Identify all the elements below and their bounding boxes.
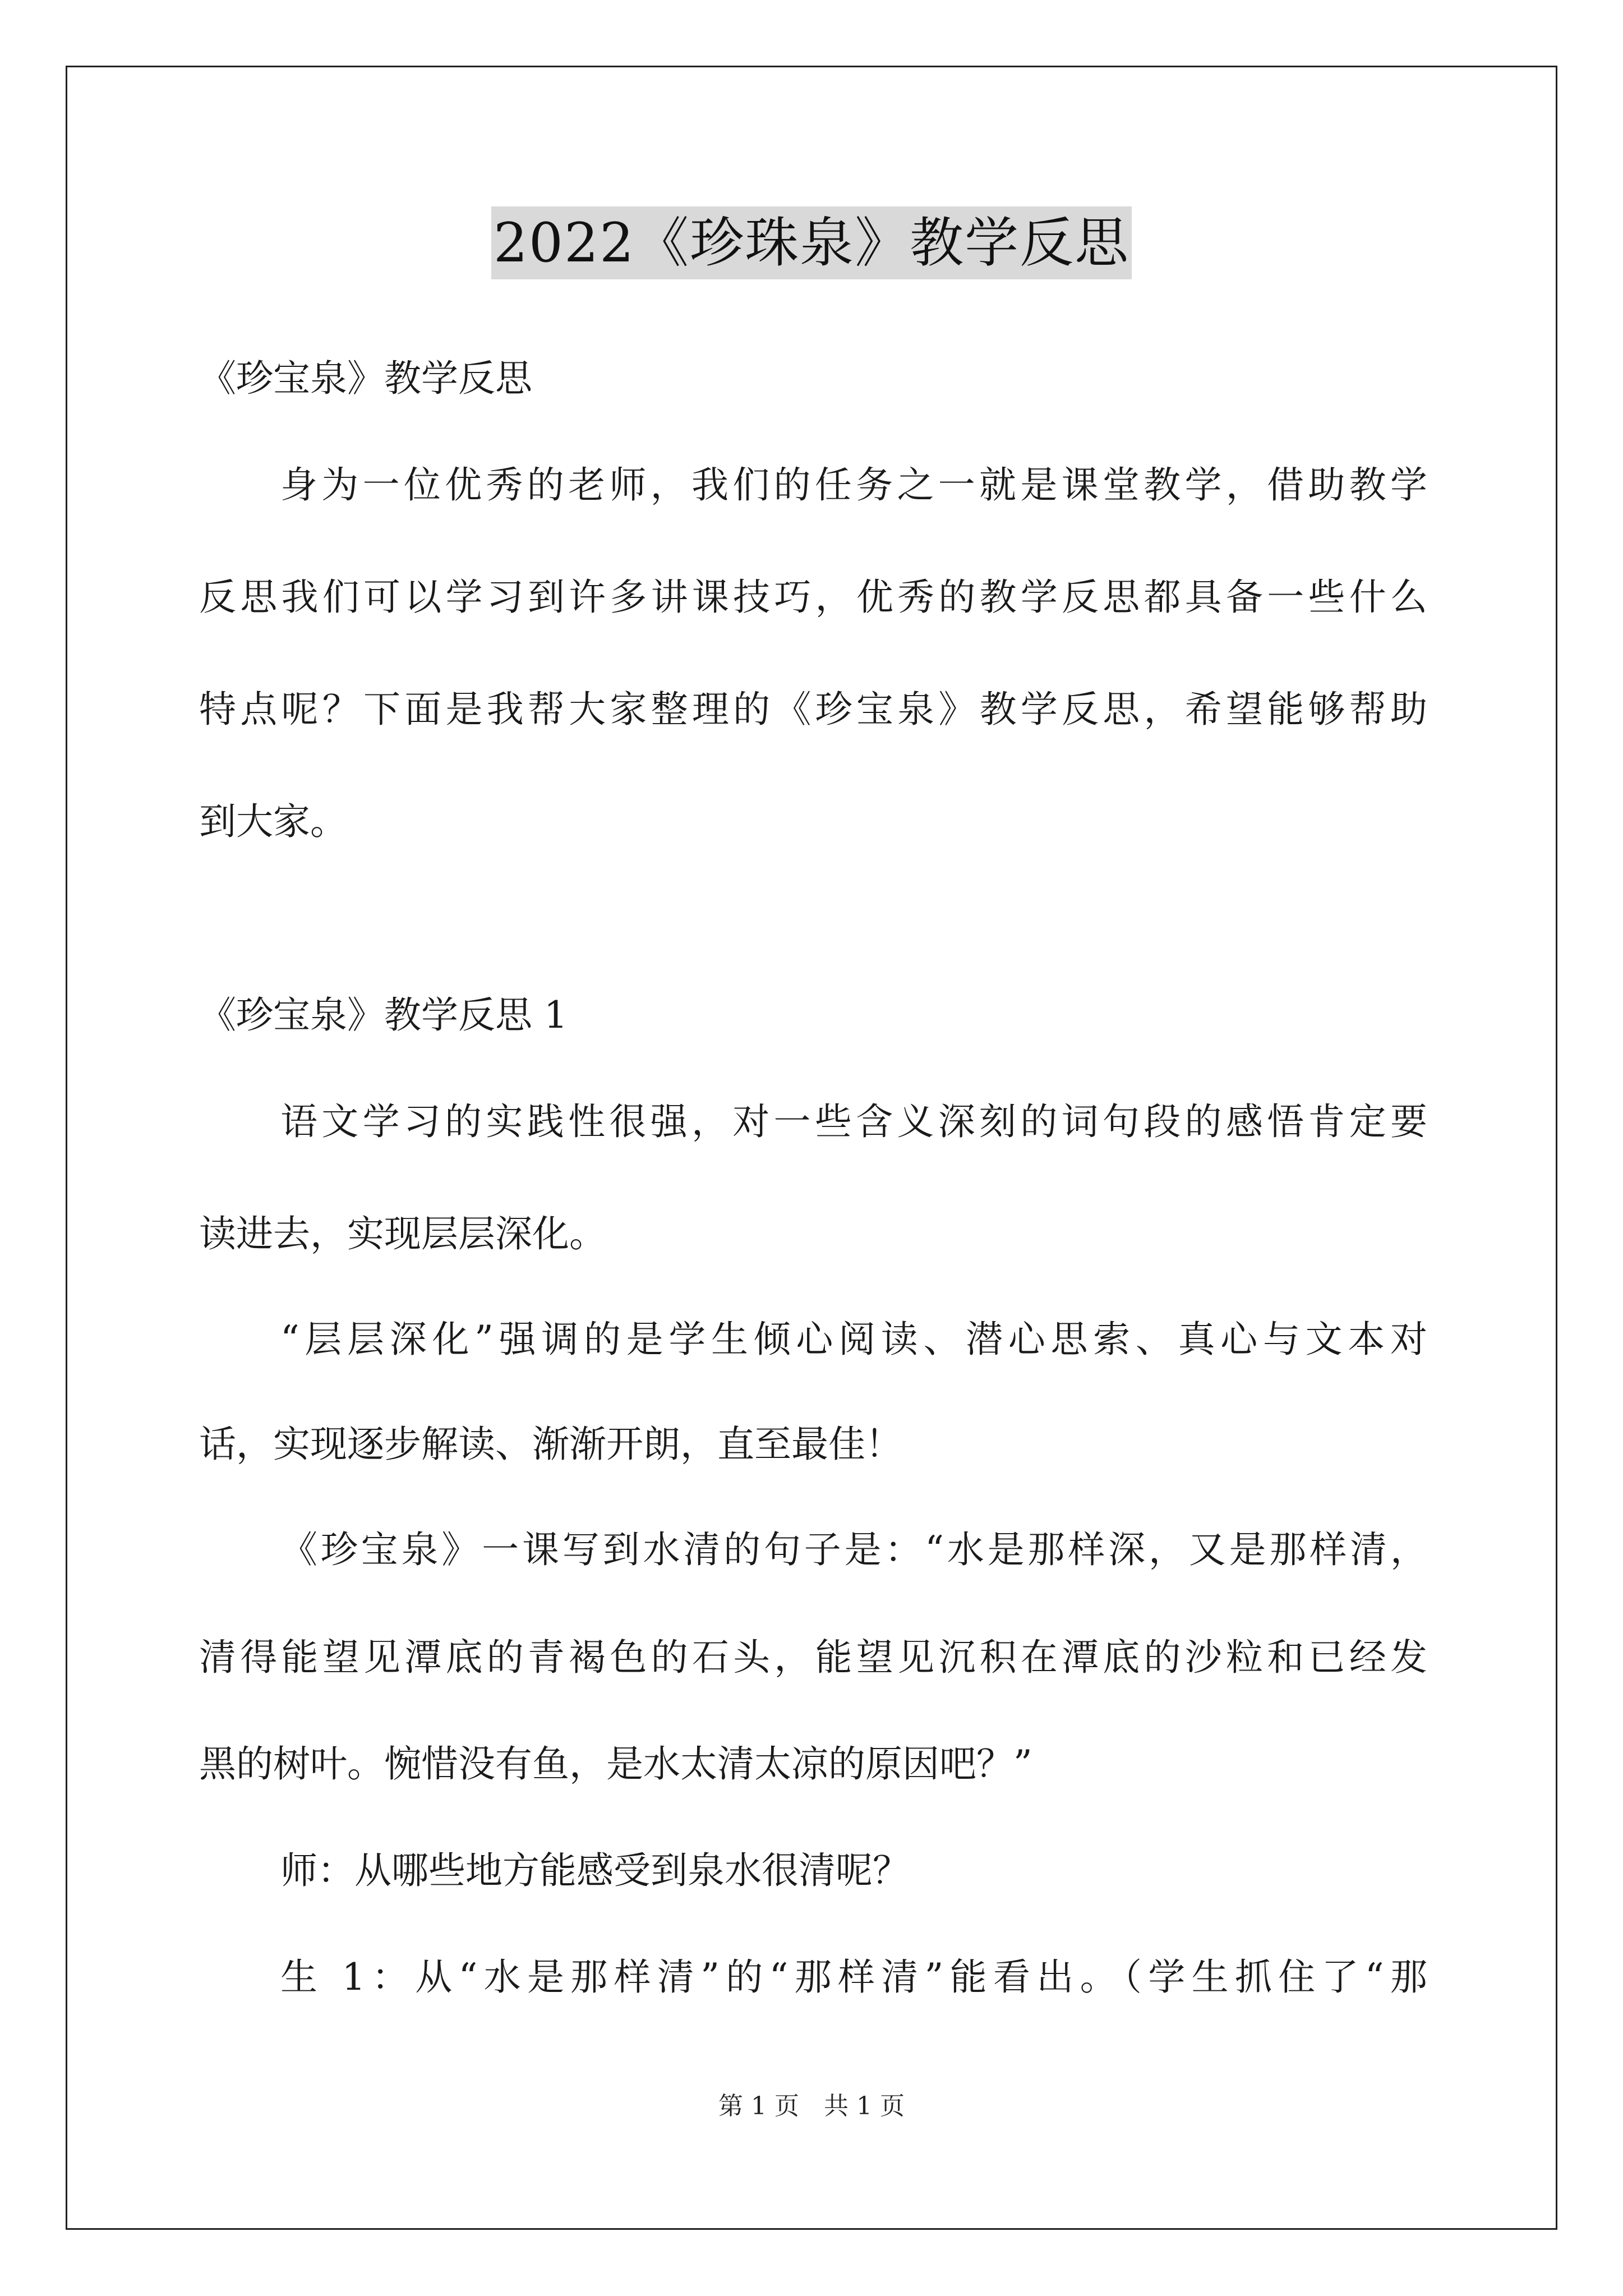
p4-line-1: 师：从哪些地方能感受到泉水很清呢？ xyxy=(280,1849,910,1892)
title-wrap xyxy=(0,206,1623,279)
p5-line-1: 生 1：从“水是那样清”的“那样清”能看出。（学生抓住了“那 xyxy=(280,1955,1427,1999)
intro-line-4: 到大家。 xyxy=(199,800,347,843)
p3-line-2: 清得能望见潭底的青褐色的石头，能望见沉积在潭底的沙粒和已经发 xyxy=(199,1636,1427,1679)
intro-line-3: 特点呢？下面是我帮大家整理的《珍宝泉》教学反思，希望能够帮助 xyxy=(199,688,1427,731)
intro-line-2: 反思我们可以学习到许多讲课技巧，优秀的教学反思都具备一些什么 xyxy=(199,576,1427,619)
p1-line-2: 读进去，实现层层深化。 xyxy=(199,1212,606,1255)
section-1-heading: 《珍宝泉》教学反思 1 xyxy=(199,993,568,1037)
p2-line-2: 话，实现逐步解读、渐渐开朗，直至最佳！ xyxy=(199,1423,902,1466)
intro-line-1: 身为一位优秀的老师，我们的任务之一就是课堂教学，借助教学 xyxy=(280,463,1427,507)
p2-line-1: “层层深化”强调的是学生倾心阅读、潜心思索、真心与文本对 xyxy=(280,1318,1427,1361)
p3-line-3: 黑的树叶。惋惜没有鱼，是水太清太凉的原因吧？” xyxy=(199,1742,1032,1786)
p1-line-1: 语文学习的实践性很强，对一些含义深刻的词句段的感悟肯定要 xyxy=(280,1100,1427,1143)
p3-line-1: 《珍宝泉》一课写到水清的句子是：“水是那样深，又是那样清， xyxy=(280,1528,1427,1571)
page-footer: 第 1 页 共 1 页 xyxy=(718,2092,905,2120)
document-subtitle: 《珍宝泉》教学反思 xyxy=(199,357,532,400)
document-title: 2022《珍珠泉》教学反思 xyxy=(491,206,1132,279)
